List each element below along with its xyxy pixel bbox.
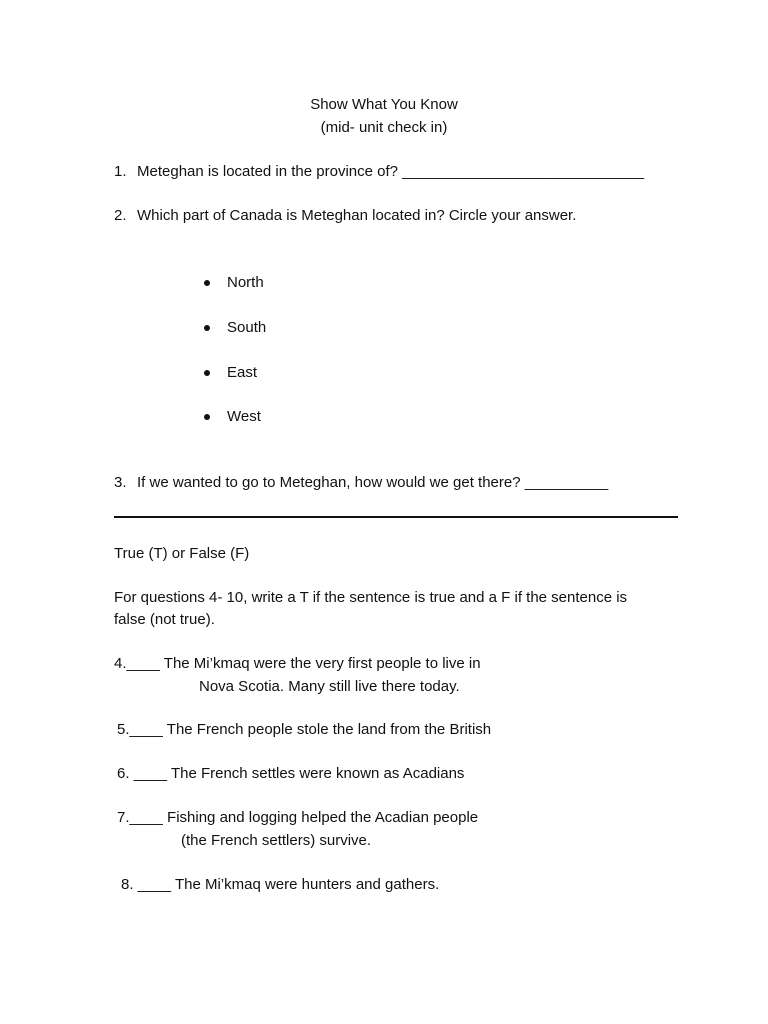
tf-item-5: 5.____ The French people stole the land from the British: [117, 721, 492, 738]
section-divider: [114, 516, 678, 518]
tf-item-6: 6. ____ The French settles were known as Acadians: [117, 765, 465, 782]
question-2-number: 2.: [114, 207, 127, 224]
tf-item-7-line-2: (the French settlers) survive.: [181, 832, 372, 849]
page-subtitle: (mid- unit check in): [320, 119, 448, 136]
page-title: Show What You Know: [310, 96, 458, 113]
question-3-number: 3.: [114, 474, 127, 491]
instructions-line-1: For questions 4- 10, write a T if the sentence is true and a F if the sentence is: [114, 589, 628, 606]
tf-item-7-line-1: 7.____ Fishing and logging helped the Acadian people: [117, 809, 479, 826]
true-false-heading: True (T) or False (F): [114, 545, 250, 562]
option-north: North: [227, 274, 264, 291]
tf-item-8: 8. ____ The Mi’kmaq were hunters and gathers.: [121, 876, 440, 893]
bullet-icon: [204, 414, 210, 420]
tf-item-4-line-1: 4.____ The Mi’kmaq were the very first people to live in: [114, 655, 481, 672]
question-2-text: Which part of Canada is Meteghan located in? Circle your answer.: [137, 207, 577, 224]
option-east: East: [227, 364, 258, 381]
question-3-text: If we wanted to go to Meteghan, how would we get there? __________: [137, 474, 609, 491]
bullet-icon: [204, 325, 210, 331]
bullet-icon: [204, 370, 210, 376]
option-west: West: [227, 408, 261, 425]
question-1-number: 1.: [114, 163, 127, 180]
option-south: South: [227, 319, 267, 336]
question-1-text: Meteghan is located in the province of? _____________________________: [137, 163, 645, 180]
instructions-line-2: false (not true).: [114, 611, 215, 628]
bullet-icon: [204, 280, 210, 286]
tf-item-4-line-2: Nova Scotia. Many still live there today.: [199, 678, 460, 695]
